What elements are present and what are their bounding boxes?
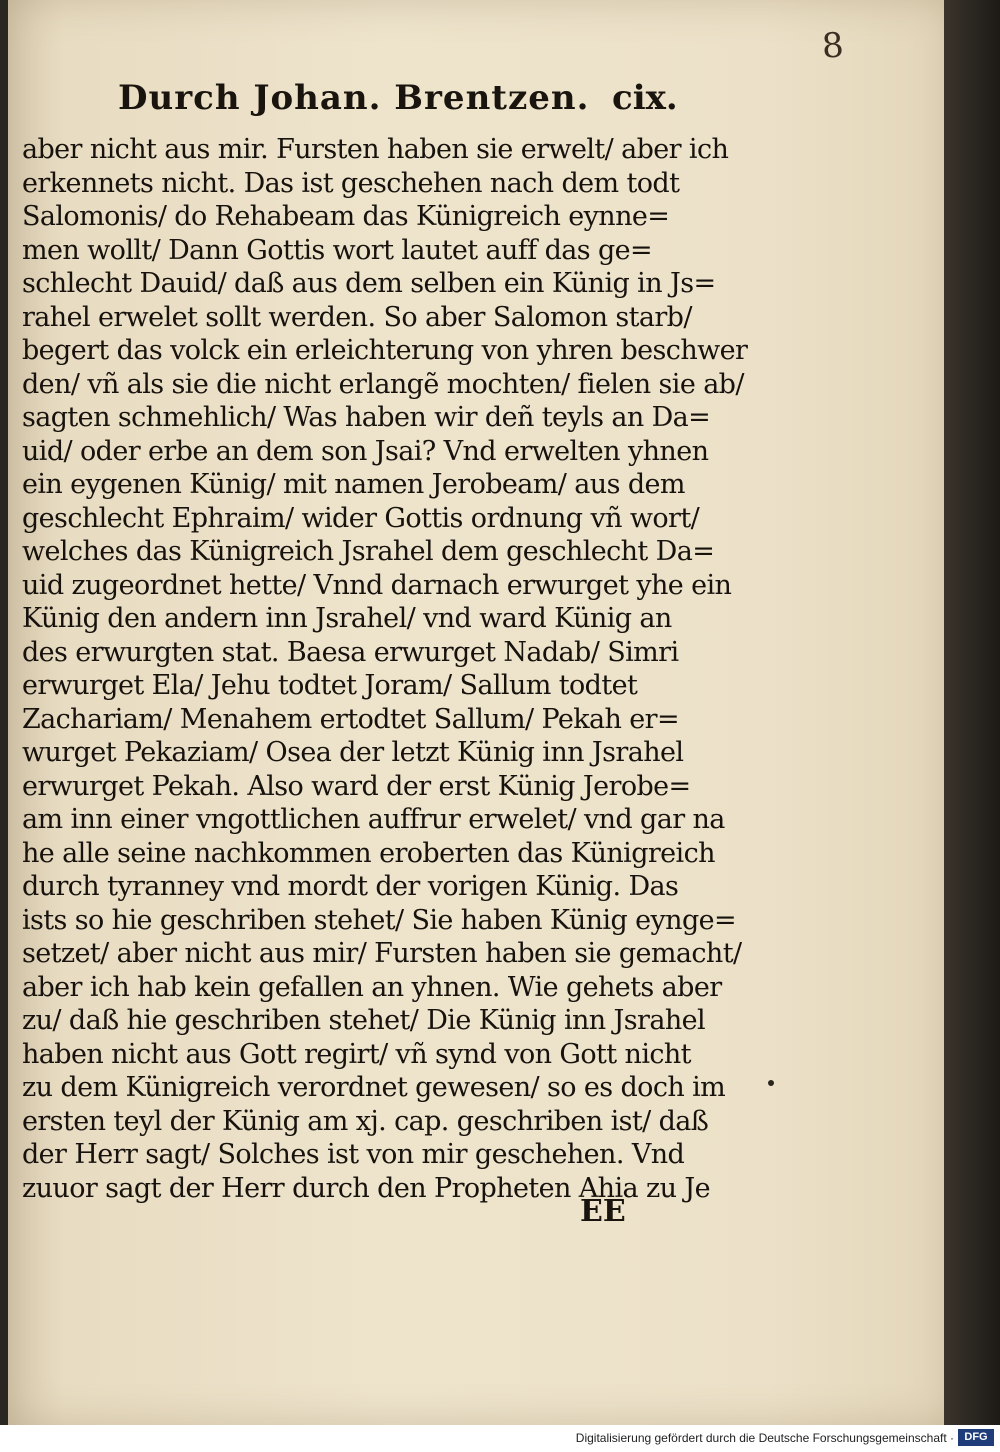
text-line: ists so hie geschriben stehet/ Sie haben Künig eynge=: [22, 904, 737, 936]
text-line: Zachariam/ Menahem ertodtet Sallum/ Pekah er=: [22, 703, 679, 735]
text-line: sagten schmehlich/ Was haben wir deñ teyls an Da=: [22, 402, 711, 433]
text-line: aber ich hab kein gefallen an yhnen. Wie gehets aber: [22, 971, 722, 1003]
leaf-number: cix.: [612, 78, 678, 118]
text-line: wurget Pekaziam/ Osea der letzt Künig inn Jsrahel: [22, 737, 684, 768]
text-line: he alle seine nachkommen eroberten das Künigreich: [22, 837, 715, 869]
text-line: ein eygenen Künig/ mit namen Jerobeam/ aus dem: [22, 469, 685, 500]
body-text: [22, 133, 748, 1205]
text-line: zu dem Künigreich verordnet gewesen/ so es doch im: [22, 1072, 726, 1103]
text-line: men wollt/ Dann Gottis wort lautet auff das ge=: [22, 234, 653, 266]
text-line: geschlecht Ephraim/ wider Gottis ordnung vñ wort/: [22, 502, 700, 534]
text-line: den/ vñ als sie die nicht erlangẽ mochten/ fielen sie ab/: [22, 368, 744, 400]
text-line: aber nicht aus mir. Fursten haben sie erwelt/ aber ich: [22, 134, 729, 165]
text-line: der Herr sagt/ Solches ist von mir geschehen. Vnd: [22, 1139, 685, 1170]
text-line: schlecht Dauid/ daß aus dem selben ein Künig in Js=: [22, 268, 716, 299]
text-line: zu/ daß hie geschriben stehet/ Die Künig inn Jsrahel: [22, 1005, 706, 1036]
text-line: zuuor sagt der Herr durch den Propheten Ahia zu Je: [22, 1172, 710, 1204]
text-line: des erwurgten stat. Baesa erwurget Nadab/ Simri: [22, 636, 679, 668]
text-line: erwurget Ela/ Jehu todtet Joram/ Sallum todtet: [22, 670, 638, 701]
text-line: erkennets nicht. Das ist geschehen nach dem todt: [22, 167, 680, 199]
text-line: rahel erwelet sollt werden. So aber Salomon starb/: [22, 301, 692, 333]
ink-dot: [768, 1080, 774, 1086]
text-line: Künig den andern inn Jsrahel/ vnd ward Künig an: [22, 603, 672, 634]
running-head: Durch Johan. Brentzen.: [118, 78, 590, 118]
text-line: begert das volck ein erleichterung von yhren beschwer: [22, 335, 748, 366]
text-line: ersten teyl der Künig am xj. cap. geschriben ist/ daß: [22, 1105, 709, 1137]
funding-credit: Digitalisierung gefördert durch die Deutsche Forschungsgemeinschaft ·: [575, 1431, 954, 1445]
text-line: setzet/ aber nicht aus mir/ Fursten haben sie gemacht/: [22, 938, 742, 969]
text-line: uid/ oder erbe an dem son Jsai? Vnd erwelten yhnen: [22, 435, 709, 467]
text-line: erwurget Pekah. Also ward der erst Künig Jerobe=: [22, 770, 691, 802]
signature-mark: EE: [580, 1194, 626, 1229]
text-line: durch tyranney vnd mordt der vorigen Künig. Das: [22, 871, 679, 902]
text-line: welches das Künigreich Jsrahel dem geschlecht Da=: [22, 536, 715, 567]
text-line: haben nicht aus Gott regirt/ vñ synd von Gott nicht: [22, 1038, 691, 1070]
text-line: Salomonis/ do Rehabeam das Künigreich eynne=: [22, 201, 670, 232]
text-line: uid zugeordnet hette/ Vnnd darnach erwurget yhe ein: [22, 569, 732, 601]
folio-mark: 8: [820, 25, 846, 67]
page-edge: [944, 0, 1000, 1425]
dfg-logo: DFG: [958, 1429, 994, 1446]
text-line: am inn einer vngottlichen auffrur erwelet/ vnd gar na: [22, 804, 725, 835]
